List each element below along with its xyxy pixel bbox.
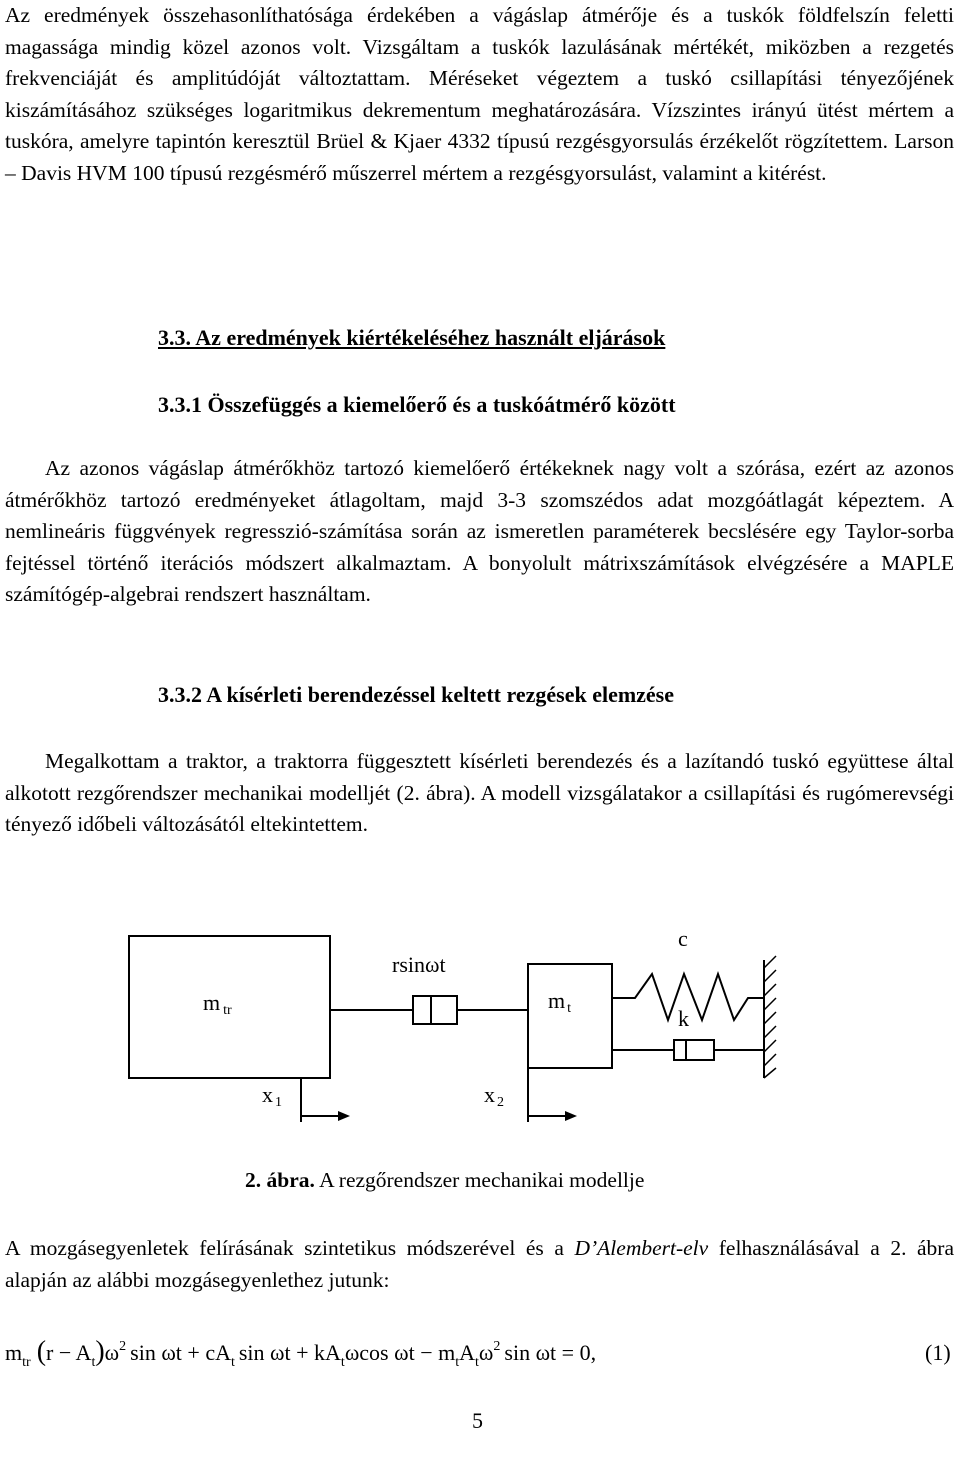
- motion-equation: [5, 1322, 960, 1382]
- subsection-heading-3-3-1: 3.3.1 Összefüggés a kiemelőerő és a tuskóátmérő között: [158, 392, 676, 417]
- mechanical-model-figure: [0, 910, 960, 1160]
- paragraph-4-text-b: felhasználásával a 2. ábra alapján az alábbi mozgásegyenlethez jutunk:: [5, 1236, 955, 1292]
- excitation-label: rsinωt: [392, 952, 446, 977]
- damper-element: [674, 1040, 714, 1060]
- x1-arrow-head: [338, 1111, 350, 1121]
- x2-label: x 2: [484, 1082, 504, 1110]
- paragraph-2: Az azonos vágáslap átmérőkhöz tartozó kiemelőerő értékeknek nagy volt a szórása, ezért az azonos átmérőkhöz tartozó eredményeket átlagoltam, majd 3-3 szomszédos adat mozgóátlagát képeztem. A nemlineáris függvények regresszió-számítása során az ismeretlen paraméterek becslésére egy Taylor-sorba fejtéssel történő iterációs módszert alkalmaztam. A bonyolult mátrixszámítások elvégzésére a MAPLE számítógép-algebrai rendszert használtam.: [5, 456, 954, 606]
- paragraph-4-text-a: A mozgásegyenletek felírásának szintetikus módszerével és a: [5, 1236, 575, 1260]
- damping-label: c: [678, 926, 688, 951]
- paragraph-4: [5, 1233, 954, 1296]
- paragraph-3: Megalkottam a traktor, a traktorra függesztett kísérleti berendezés és a lazítandó tuskó együttese által alkotott rezgőrendszer mechanikai modelljét (2. ábra). A modell vizsgálatakor a csillapítási és rugómerevségi tényező időbeli változásától eltekintettem.: [5, 749, 954, 836]
- figure-caption-label: 2. ábra.: [245, 1168, 315, 1192]
- figure-caption-text: A rezgőrendszer mechanikai modellje: [314, 1168, 645, 1192]
- dalembert-term: D’Alembert-elv: [574, 1236, 709, 1260]
- excitation-element: [413, 996, 457, 1024]
- x2-arrow-head: [565, 1111, 577, 1121]
- figure-caption: [245, 1168, 644, 1193]
- section-heading-3-3: 3.3. Az eredmények kiértékeléséhez használt eljárások: [158, 325, 666, 350]
- stump-mass-label: mt: [548, 988, 572, 1016]
- wall-hatching: [764, 956, 776, 1078]
- equation-body: $m_{tr}$ $(r - A_t)\omega^2$ $\sin \omega t + cA_t$ $\sin \omega t + kA_t\omega\cos$ $\omega t - m_tA_t\omega^2$ sin ωt = 0,: [5, 1336, 597, 1370]
- stump-mass-box: [528, 964, 612, 1068]
- subsection-heading-3-3-2: 3.3.2 A kísérleti berendezéssel keltett rezgések elemzése: [158, 682, 675, 707]
- tractor-mass-label: mtr: [203, 990, 232, 1018]
- page-number: 5: [472, 1408, 483, 1433]
- stiffness-label: k: [678, 1006, 689, 1031]
- x1-label: x 1: [262, 1082, 282, 1110]
- paragraph-1: Az eredmények összehasonlíthatósága érdekében a vágáslap átmérője és a tuskók földfelszín feletti magassága mindig közel azonos volt. Vizsgáltam a tuskók lazulásának mértékét, miközben a rezgetés frekvenciáját és amplitúdóját változtattam. Méréseket végeztem a tuskó csillapítási tényezőjének kiszámításához szükséges logaritmikus dekrementum meghatározására. Vízszintes irányú ütést mértem a tuskóra, amelyre tapintón keresztül Brüel & Kjaer 4332 típusú rezgésgyorsulás érzékelőt rögzítettem. Larson – Davis HVM 100 típusú rezgésmérő műszerrel mértem a rezgésgyorsulást, valamint a kitérést.: [5, 3, 954, 185]
- equation-number: (1): [925, 1340, 951, 1365]
